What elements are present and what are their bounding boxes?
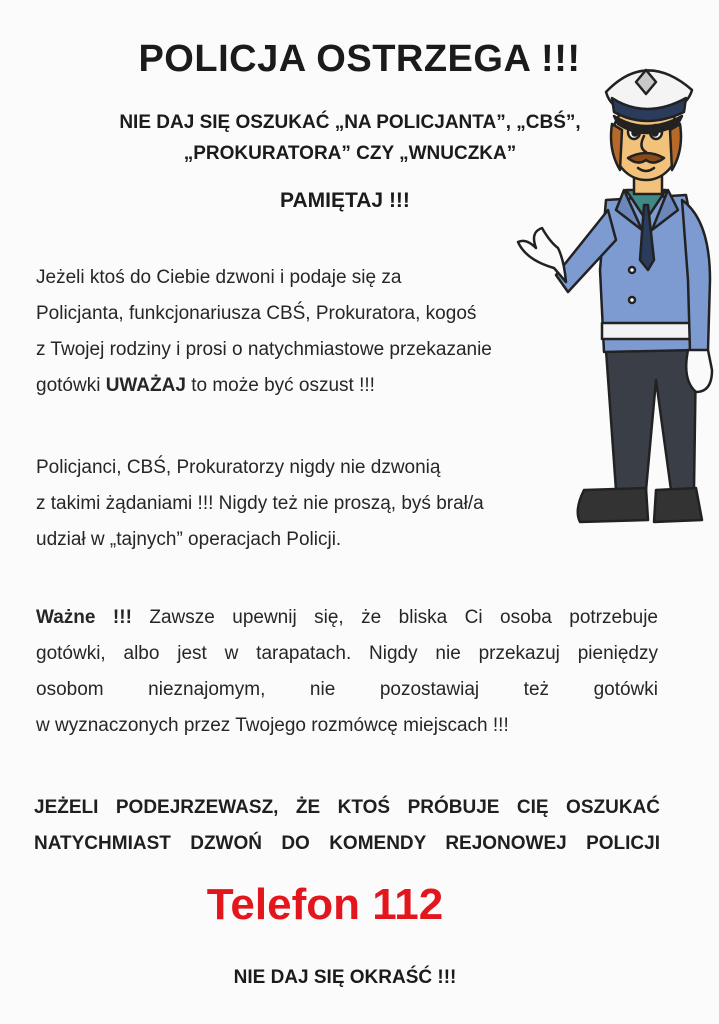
paragraph-line: udział w „tajnych” operacjach Policji. xyxy=(36,529,342,550)
page-title: POLICJA OSTRZEGA !!! xyxy=(138,38,581,80)
remember-heading: PAMIĘTAJ !!! xyxy=(280,189,410,212)
warning-block xyxy=(34,790,660,862)
text-run: Zawsze upewnij się, że bliska Ci osoba potrzebuje xyxy=(131,607,658,628)
paragraph-police-never-call xyxy=(36,450,576,558)
paragraph-line: z Twojej rodziny i prosi o natychmiastowe przekazanie xyxy=(36,339,492,360)
paragraph-line: Jeżeli ktoś do Ciebie dzwoni i podaje się za xyxy=(36,267,402,288)
warning-line: JEŻELI PODEJRZEWASZ, ŻE KTOŚ PRÓBUJE CIĘ OSZUKAĆ xyxy=(34,797,660,818)
paragraph-line: Policjanta, funkcjonariusza CBŚ, Prokuratora, kogoś xyxy=(36,303,477,324)
text-run: gotówki xyxy=(36,375,106,396)
paragraph-line: gotówki, albo jest w tarapatach. Nigdy nie przekazuj pieniędzy xyxy=(36,643,658,664)
paragraph-line: Policjanci, CBŚ, Prokuratorzy nigdy nie dzwonią xyxy=(36,457,441,478)
policeman-illustration xyxy=(496,20,718,540)
paragraph-important xyxy=(36,600,658,744)
caution-word: UWAŻAJ xyxy=(105,375,186,396)
warning-line: NATYCHMIAST DZWOŃ DO KOMENDY REJONOWEJ POLICJI xyxy=(34,833,660,854)
paragraph-line xyxy=(36,600,658,636)
subtitle-line-1: NIE DAJ SIĘ OSZUKAĆ „NA POLICJANTA”, „CBŚ”, xyxy=(119,112,581,133)
important-label: Ważne !!! xyxy=(36,607,132,628)
paragraph-line: z takimi żądaniami !!! Nigdy też nie proszą, byś brał/a xyxy=(36,493,484,514)
text-run: to może być oszust !!! xyxy=(185,375,375,396)
paragraph-line: osobom nieznajomym, nie pozostawiaj też gotówki xyxy=(36,679,658,700)
footer-slogan: NIE DAJ SIĘ OKRAŚĆ !!! xyxy=(233,967,457,988)
paragraph-line: w wyznaczonych przez Twojego rozmówcę miejscach !!! xyxy=(36,715,509,736)
phone-number: Telefon 112 xyxy=(206,880,444,929)
subtitle-line-2: „PROKURATORA” CZY „WNUCZKA” xyxy=(183,143,517,164)
